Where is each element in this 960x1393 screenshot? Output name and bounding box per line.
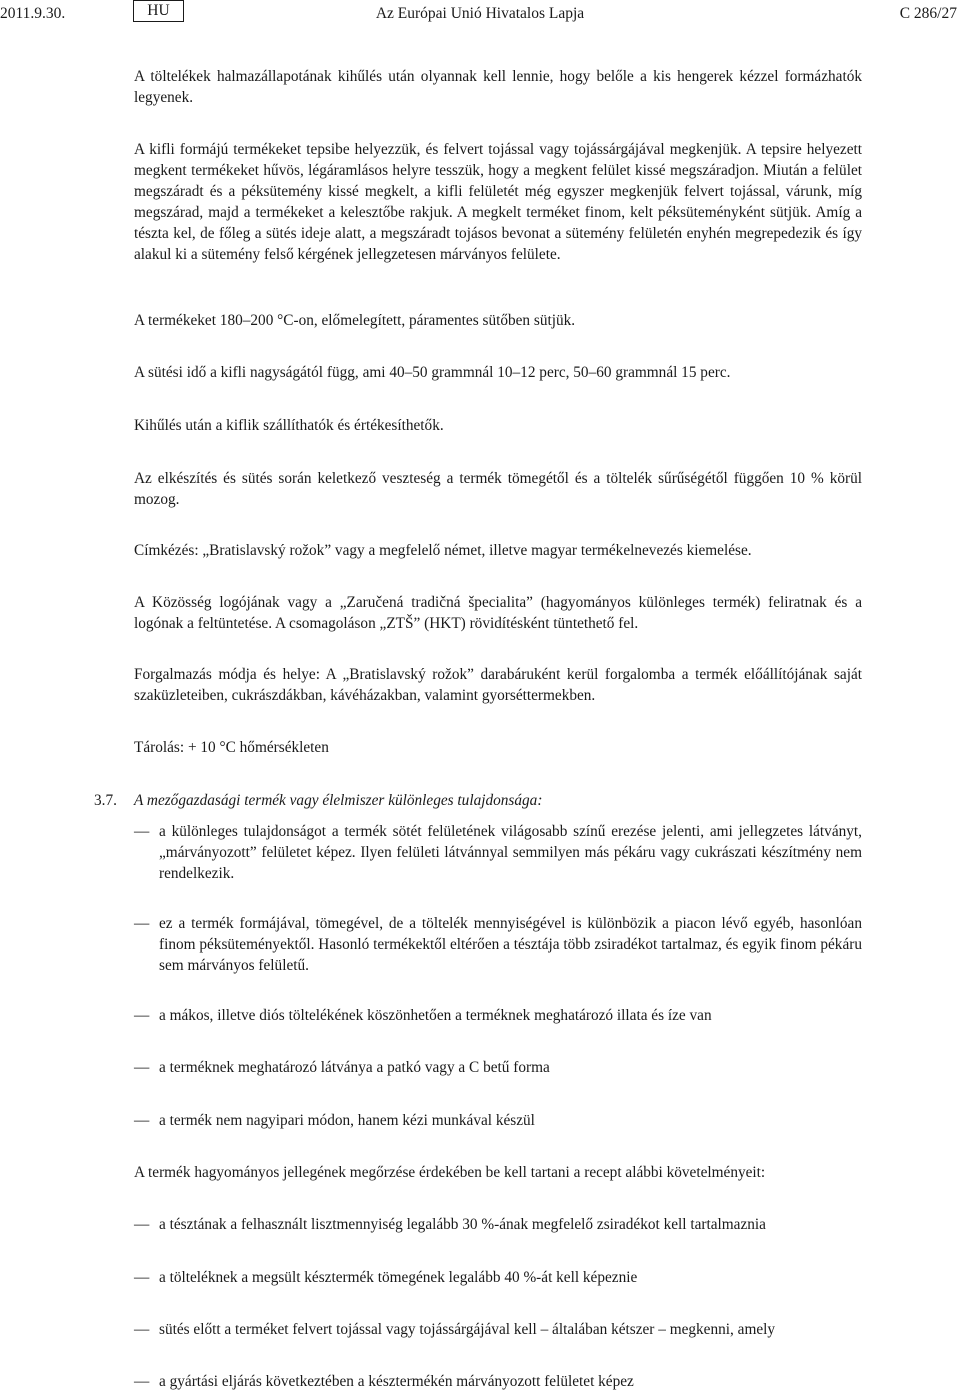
journal-title: Az Európai Unió Hivatalos Lapja (375, 5, 585, 22)
list-item (134, 913, 862, 976)
paragraph-labelling: Címkézés: „Bratislavský rožok” vagy a megfelelő német, illetve magyar termékelnevezés kiemelése. (134, 542, 752, 559)
list-item-text: a termék nem nagyipari módon, hanem kézi munkával készül (159, 1112, 535, 1129)
list-item-text: ez a termék formájával, tömegével, de a töltelék mennyiségével is különbözik a piacon lévő egyéb, hasonlóan finom péksüteményektől. Hasonló termékektől eltérően a tésztája több zsiradékot tartalmaz, és egyik finom pékáru sem márványos felületű. (159, 915, 862, 974)
list-item (134, 1057, 862, 1078)
language-code-box: HU (133, 0, 184, 22)
dash-marker: — (134, 1059, 150, 1076)
page-reference: C 286/27 (899, 5, 957, 22)
requirements-intro: A termék hagyományos jellegének megőrzése érdekében be kell tartani a recept alábbi követelményeit: (134, 1164, 766, 1181)
paragraph-storage: Tárolás: + 10 °C hőmérsékleten (134, 739, 329, 756)
dash-marker: — (134, 915, 150, 932)
features-list-5 (134, 1110, 862, 1131)
paragraph-distribution: Forgalmazás módja és helye: A „Bratislavský rožok” darabáruként kerül forgalomba a termék előállítójának saját szaküzleteiben, cukrászdákban, kávéházakban, valamint gyorséttermekben. (134, 666, 862, 704)
list-item (134, 1214, 862, 1235)
features-list (134, 821, 862, 884)
list-item (134, 1319, 862, 1340)
list-item-text: a különleges tulajdonságot a termék sötét felületének világosabb színű erezése jelenti, ami jellegzetes látványt, „márványozott” felületet képez. Ilyen felületi látvánnyal semmilyen más pékáru vagy cukrászati készítmény nem rendelkezik. (159, 823, 862, 882)
list-item (134, 1267, 862, 1288)
dash-marker: — (134, 1007, 150, 1024)
publication-date: 2011.9.30. (0, 5, 66, 22)
list-item-text: a tésztának a felhasznált lisztmennyiség legalább 30 %-ának megfelelő zsiradékot kell tartalmaznia (159, 1216, 766, 1233)
paragraph-filling-consistency: A töltelékek halmazállapotának kihűlés után olyannak kell lennie, hogy belőle a kis hengerek kézzel formázhatók legyenek. (134, 68, 862, 106)
requirements-list (134, 1214, 862, 1235)
list-item (134, 1005, 862, 1026)
features-list-3 (134, 1005, 862, 1026)
list-item-text: a tölteléknek a megsült késztermék tömegének legalább 40 %-át kell képeznie (159, 1269, 638, 1286)
dash-marker: — (134, 1321, 150, 1338)
dash-marker: — (134, 1269, 150, 1286)
list-item-text: a mákos, illetve diós töltelékének köszönhetően a terméknek meghatározó illata és íze van (159, 1007, 712, 1024)
requirements-list-4 (134, 1371, 862, 1392)
list-item-text: a gyártási eljárás következtében a késztermékén márványozott felületet képez (159, 1373, 634, 1390)
page-header (0, 0, 960, 24)
paragraph-cooling: Kihűlés után a kiflik szállíthatók és értékesíthetők. (134, 417, 444, 434)
features-list-2 (134, 913, 862, 976)
paragraph-baking-temperature: A termékeket 180–200 °C-on, előmelegített, páramentes sütőben sütjük. (134, 312, 576, 329)
paragraph-baking-process: A kifli formájú termékeket tepsibe helyezzük, és felvert tojással vagy tojássárgájával megkenjük. A tepsire helyezett megkent termékeket hűvös, légáramlásos helyre tesszük, hogy a megkent felület kissé megszáradjon. Miután a felület megszáradt és a péksütemény kissé megkelt, a kifli felületét még egyszer megkenjük felvert tojással, várunk, míg megszárad, majd a termékeket a kelesztőbe rakjuk. A megkelt terméket finom, kelt péksüteményként sütjük. Amíg a tészta kel, de főleg a sütés ideje alatt, a megszáradt tojásos bevonat a sütemény felületén enyhén megrepedezik és így alakul ki a sütemény felső kérgének jellegzetesen márványos felülete. (134, 141, 862, 263)
paragraph-community-logo: A Közösség logójának vagy a „Zaručená tradičná špecialita” (hagyományos különleges termék) feliratnak és a logónak a feltüntetése. A csomagoláson „ZTŠ” (HKT) rövidítésként tüntethető fel. (134, 594, 862, 632)
requirements-list-3 (134, 1319, 862, 1340)
dash-marker: — (134, 1373, 150, 1390)
dash-marker: — (134, 1216, 150, 1233)
paragraph-weight-loss: Az elkészítés és sütés során keletkező veszteség a termék tömegétől és a töltelék sűrűségétől függően 10 % körül mozog. (134, 470, 862, 508)
features-list-4 (134, 1057, 862, 1078)
section-number: 3.7. (94, 792, 117, 809)
list-item-text: sütés előtt a terméket felvert tojással vagy tojássárgájával kell – általában kétszer – megkenni, amely (159, 1321, 776, 1338)
requirements-list-2 (134, 1267, 862, 1288)
section-title: A mezőgazdasági termék vagy élelmiszer különleges tulajdonsága: (134, 792, 543, 809)
list-item (134, 821, 862, 884)
dash-marker: — (134, 823, 150, 840)
dash-marker: — (134, 1112, 150, 1129)
list-item-text: a terméknek meghatározó látványa a patkó vagy a C betű forma (159, 1059, 550, 1076)
list-item (134, 1371, 862, 1392)
list-item (134, 1110, 862, 1131)
paragraph-baking-time: A sütési idő a kifli nagyságától függ, ami 40–50 grammnál 10–12 perc, 50–60 grammnál 15 perc. (134, 364, 731, 381)
